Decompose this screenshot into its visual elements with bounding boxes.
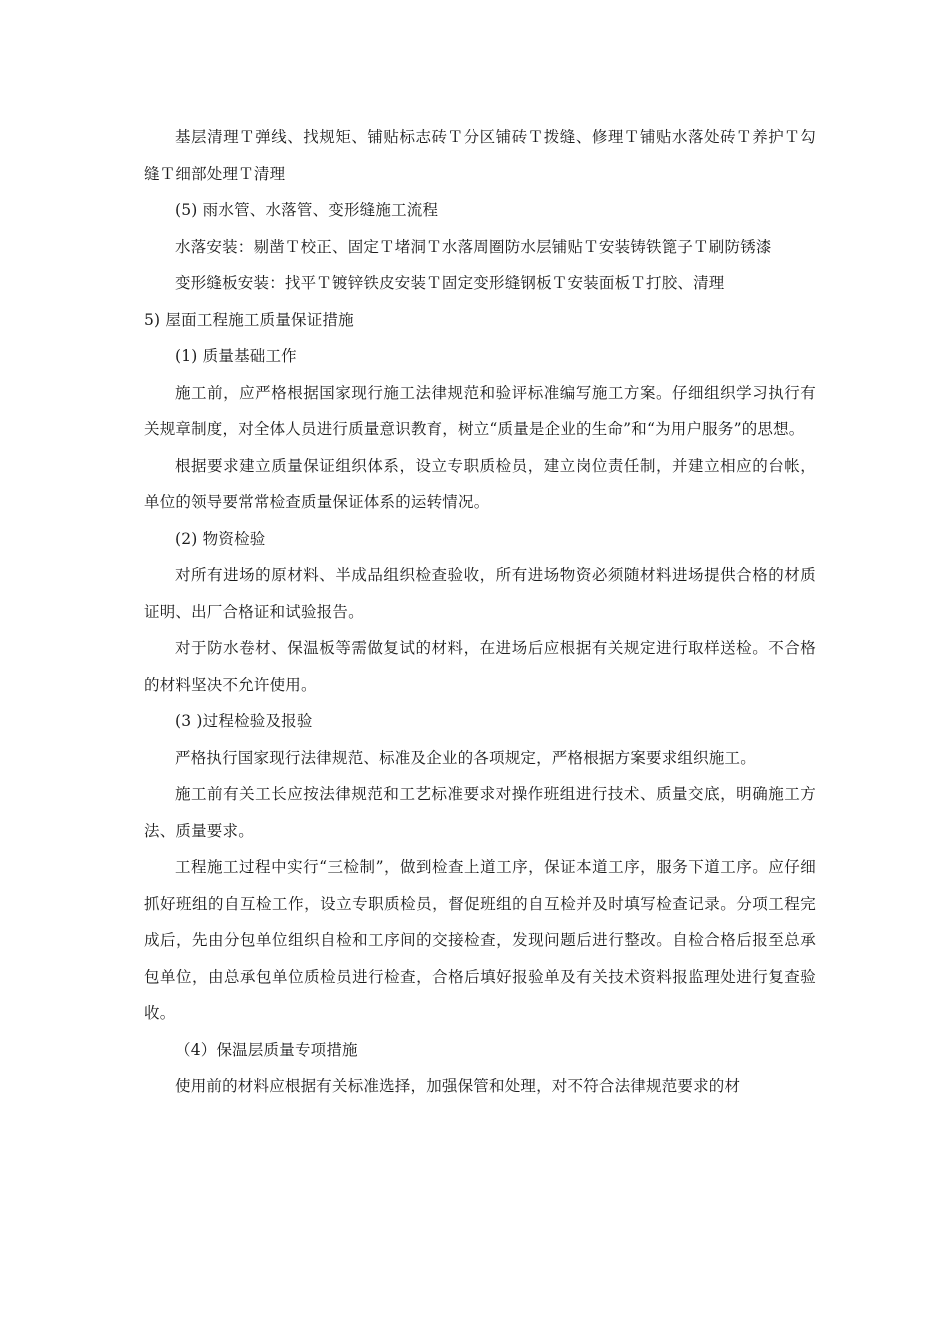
body-paragraph: 严格执行国家现行法律规范、标准及企业的各项规定，严格根据方案要求组织施工。 xyxy=(175,748,756,767)
body-paragraph: 施工前，应严格根据国家现行施工法律规范和验评标准编写施工方案。仔细组织学习执行有关规章制度，对全体人员进行质量意识教育，树立“质量是企业的生命”和“为用户服务”的思想。 xyxy=(144,383,816,438)
sub-heading: （4）保温层质量专项措施 xyxy=(175,1040,358,1059)
body-paragraph: 施工前有关工长应按法律规范和工艺标准要求对操作班组进行技术、质量交底，明确施工方法、质量要求。 xyxy=(144,785,816,840)
sub-heading: (1) 质量基础工作 xyxy=(175,347,297,365)
body-paragraph: 根据要求建立质量保证组织体系，设立专职质检员，建立岗位责任制，并建立相应的台帐，单位的领导要常常检查质量保证体系的运转情况。 xyxy=(144,456,816,511)
section-heading: 5) 屋面工程施工质量保证措施 xyxy=(144,310,354,329)
body-paragraph: 对于防水卷材、保温板等需做复试的材料，在进场后应根据有关规定进行取样送检。不合格的材料坚决不允许使用。 xyxy=(144,639,816,694)
document-page xyxy=(144,119,816,1105)
body-paragraph: 水落安装：剔凿Ｔ校正、固定Ｔ堵洞Ｔ水落周圈防水层铺贴Ｔ安装铸铁篦子Ｔ刷防锈漆 xyxy=(175,237,772,256)
sub-heading: (2) 物资检验 xyxy=(175,529,266,548)
body-paragraph: 对所有进场的原材料、半成品组织检查验收，所有进场物资必须随材料进场提供合格的材质证明、出厂合格证和试验报告。 xyxy=(144,566,816,621)
body-paragraph: 基层清理Ｔ弹线、找规矩、铺贴标志砖Ｔ分区铺砖Ｔ拨缝、修理Ｔ铺贴水落处砖Ｔ养护Ｔ勾缝Ｔ细部处理Ｔ清理 xyxy=(144,128,816,183)
sub-heading: (3 )过程检验及报验 xyxy=(175,712,313,730)
sub-heading: (5) 雨水管、水落管、变形缝施工流程 xyxy=(175,201,439,219)
body-paragraph: 工程施工过程中实行“三检制”，做到检查上道工序，保证本道工序，服务下道工序。应仔细抓好班组的自互检工作，设立专职质检员，督促班组的自互检并及时填写检查记录。分项工程完成后，先由分包单位组织自检和工序间的交接检查，发现问题后进行整改。自检合格后报至总承包单位，由总承包单位质检员进行检查，合格后填好报验单及有关技术资料报监理处进行复查验收。 xyxy=(144,858,816,1022)
body-paragraph: 使用前的材料应根据有关标准选择，加强保管和处理，对不符合法律规范要求的材 xyxy=(175,1077,741,1095)
body-paragraph: 变形缝板安装：找平Ｔ镀锌铁皮安装Ｔ固定变形缝钢板Ｔ安装面板Ｔ打胶、清理 xyxy=(175,274,725,292)
